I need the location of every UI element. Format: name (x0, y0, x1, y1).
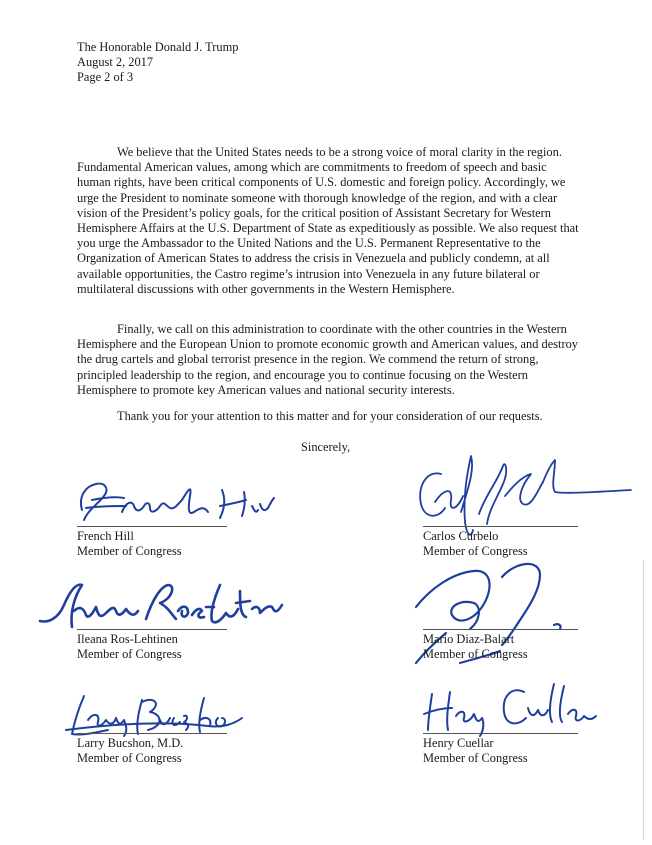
signature-line (423, 526, 578, 527)
signature-ileana-ros-lehtinen (36, 575, 286, 635)
paragraph-block-3 (77, 409, 582, 424)
signatory-name: Larry Bucshon, M.D. (77, 736, 184, 750)
signatory-title: Member of Congress (77, 544, 182, 558)
signature-line (423, 733, 578, 734)
signatory-name: Mario Diaz-Balart (423, 632, 515, 646)
signature-french-hill (74, 476, 284, 532)
body-paragraph-2: Finally, we call on this administration to coordinate with the other countries in the Western Hemisphere and the European Union to promote economic growth and American values, and destroy the drug cartels and global terrorist presence in the region. We commend the return of strong, principled leadership to the region, and encourage you to continue focusing on the Western Hemisphere to promote key American values and national security interests. (77, 322, 578, 397)
closing-salutation: Sincerely, (301, 440, 351, 454)
paragraph-block-2 (77, 322, 582, 398)
signatory-title: Member of Congress (423, 751, 528, 765)
date-line: August 2, 2017 (77, 55, 154, 70)
signatory-name: Ileana Ros-Lehtinen (77, 632, 178, 646)
signature-line (77, 629, 227, 630)
signature-line (77, 733, 227, 734)
signatory-name: French Hill (77, 529, 134, 543)
signature-line (77, 526, 227, 527)
page-edge-shadow (643, 560, 644, 840)
signature-line (423, 629, 578, 630)
signatory-name: Henry Cuellar (423, 736, 494, 750)
signatory-title: Member of Congress (77, 751, 182, 765)
body-paragraph-3: Thank you for your attention to this matter and for your consideration of our requests. (117, 409, 543, 423)
signature-henry-cuellar (420, 680, 600, 740)
paragraph-block-1 (77, 145, 582, 297)
signature-larry-bucshon (58, 690, 248, 742)
signatory-name: Carlos Curbelo (423, 529, 499, 543)
recipient-line: The Honorable Donald J. Trump (77, 40, 239, 54)
letter-header (77, 40, 377, 86)
signatory-title: Member of Congress (77, 647, 182, 661)
body-paragraph-1: We believe that the United States needs to be a strong voice of moral clarity in the region. Fundamental American values, among which are commitments to freedom of speech and basic human rights, have been critical components of U.S. domestic and foreign policy. Accordingly, we urge the President to nominate someone with thorough knowledge of the region, and with a clear vision of the President’s policy goals, for the critical position of Assistant Secretary for Western Hemisphere Affairs at the U.S. Department of State as expeditiously as possible. We also request that you urge the Ambassador to the United Nations and the U.S. Permanent Representative to the Organization of American States to address the crisis in Venezuela and publicly condemn, at all available opportunities, the Castro regime’s intrusion into Venezuela in any future bilateral or multilateral discussions with other governments in the Western Hemisphere. (77, 145, 579, 296)
page-number-line: Page 2 of 3 (77, 70, 134, 85)
signatory-title: Member of Congress (423, 544, 528, 558)
signatory-title: Member of Congress (423, 647, 528, 661)
